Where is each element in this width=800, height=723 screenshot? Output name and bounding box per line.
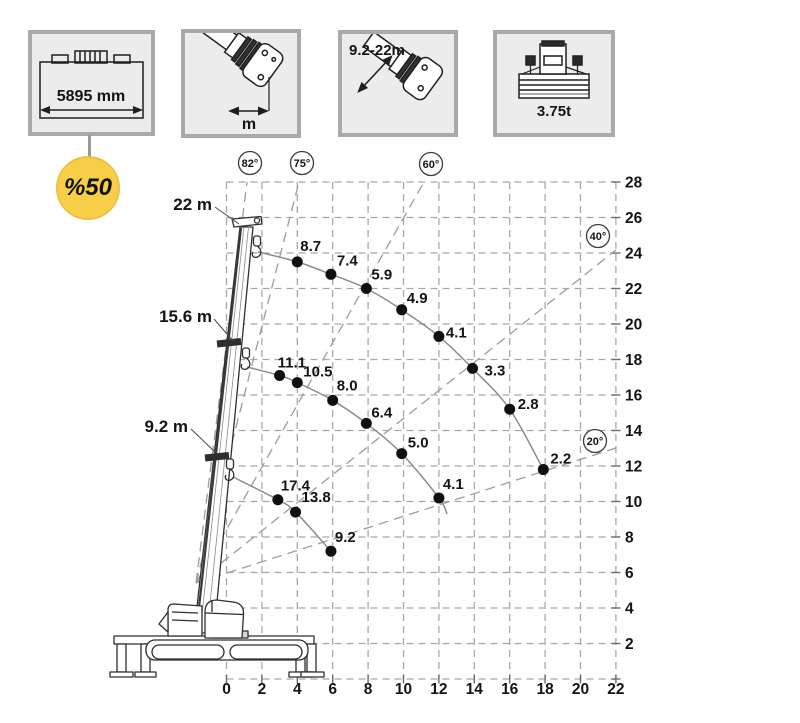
load-point xyxy=(272,494,283,505)
y-tick-label: 12 xyxy=(625,458,643,476)
boom-collar xyxy=(205,456,229,459)
capacity-points xyxy=(272,238,571,557)
load-label: 7.4 xyxy=(336,252,358,270)
carrier-length-label: 5895 mm xyxy=(56,88,126,105)
load-label: 17.4 xyxy=(280,477,311,495)
load-label: 2.8 xyxy=(517,396,539,414)
load-point xyxy=(538,464,549,475)
y-tick-label: 20 xyxy=(625,316,643,334)
load-label: 4.9 xyxy=(406,289,428,307)
angle-label: 60° xyxy=(422,159,440,171)
y-tick-label: 22 xyxy=(625,281,643,298)
x-tick-label: 18 xyxy=(536,681,554,698)
fifty-percent-label: %50 xyxy=(63,174,113,201)
x-tick-label: 16 xyxy=(501,681,519,698)
x-tick-label: 22 xyxy=(607,681,625,698)
x-tick-label: 20 xyxy=(571,681,590,698)
y-tick-label: 14 xyxy=(625,423,643,440)
y-tick-label: 8 xyxy=(625,529,634,547)
load-point xyxy=(325,546,336,557)
load-point xyxy=(292,256,303,267)
y-tick-label: 2 xyxy=(625,636,634,653)
x-tick-label: 10 xyxy=(394,681,413,698)
boom-length-range-label: 9.2-22m xyxy=(349,42,405,59)
capacity-curves xyxy=(233,252,543,551)
y-tick-label: 18 xyxy=(625,352,643,369)
load-label: 5.9 xyxy=(371,266,393,284)
load-point xyxy=(361,283,372,294)
y-tick-label: 24 xyxy=(625,245,643,263)
x-tick-label: 4 xyxy=(292,681,302,698)
load-point xyxy=(274,370,285,381)
load-point xyxy=(361,418,372,429)
load-point xyxy=(325,269,336,280)
load-label: 6.4 xyxy=(371,404,393,422)
x-tick-label: 12 xyxy=(430,681,448,698)
boom-label-leader xyxy=(191,429,215,452)
boom-collar xyxy=(217,342,241,345)
load-label: 8.7 xyxy=(300,237,322,255)
hook-icon xyxy=(252,236,261,257)
angle-ray xyxy=(196,448,616,583)
load-label: 13.8 xyxy=(301,489,331,507)
load-label: 2.2 xyxy=(550,450,572,468)
x-tick-label: 8 xyxy=(363,681,373,698)
load-point xyxy=(467,363,478,374)
y-tick-label: 6 xyxy=(625,565,634,582)
load-label: 4.1 xyxy=(445,324,467,342)
load-label: 3.3 xyxy=(484,362,506,380)
y-tick-label: 4 xyxy=(625,600,634,618)
x-tick-label: 6 xyxy=(328,681,338,698)
load-point xyxy=(327,395,338,406)
angle-label: 82° xyxy=(241,158,259,170)
boom-length-label: 9.2 m xyxy=(144,417,188,436)
load-point xyxy=(292,377,303,388)
load-label: 11.1 xyxy=(277,354,306,372)
y-tick-label: 10 xyxy=(625,494,643,511)
load-point xyxy=(504,404,515,415)
radius-unit-label: m xyxy=(241,116,257,133)
hook-icon xyxy=(241,348,250,369)
load-point xyxy=(290,507,301,518)
load-label: 5.0 xyxy=(407,434,429,452)
load-point xyxy=(433,331,444,342)
counterweight-label: 3.75t xyxy=(536,103,572,120)
x-tick-label: 2 xyxy=(257,681,267,698)
chart-grid xyxy=(227,182,621,684)
load-point xyxy=(396,304,407,315)
load-point xyxy=(433,492,444,503)
angle-label: 75° xyxy=(293,158,311,170)
x-tick-label: 14 xyxy=(465,681,483,698)
y-tick-label: 26 xyxy=(625,210,643,227)
angle-label: 40° xyxy=(589,231,607,243)
load-label: 4.1 xyxy=(442,475,464,493)
y-tick-label: 16 xyxy=(625,387,643,405)
angle-label: 20° xyxy=(586,436,604,448)
boom-length-label: 15.6 m xyxy=(159,307,212,326)
crane-cab xyxy=(205,600,244,638)
load-point xyxy=(396,448,407,459)
boom-length-label: 22 m xyxy=(173,195,212,214)
load-label: 8.0 xyxy=(336,377,358,395)
load-label: 10.5 xyxy=(303,363,333,381)
y-tick-label: 28 xyxy=(625,174,643,192)
x-tick-label: 0 xyxy=(222,681,231,698)
load-label: 9.2 xyxy=(334,529,356,547)
